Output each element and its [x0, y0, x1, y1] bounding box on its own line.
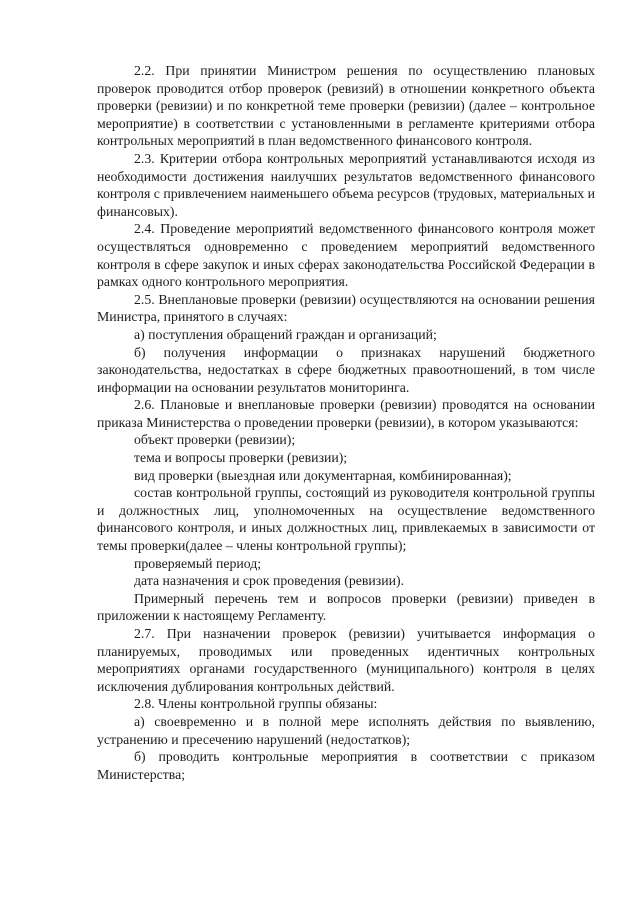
- paragraph-2-5: 2.5. Внеплановые проверки (ревизии) осуществляются на основании решения Министра, принятого в случаях:: [97, 291, 595, 325]
- list-item-2-5-b: б) получения информации о признаках нарушений бюджетного законодательства, недостатках в сфере бюджетных правоотношений, в том числе информации на основании результатов мониторинга.: [97, 344, 595, 395]
- paragraph-2-8: 2.8. Члены контрольной группы обязаны:: [134, 696, 378, 712]
- list-item-2-8-b: б) проводить контрольные мероприятия в соответствии с приказом Министерства;: [97, 749, 595, 782]
- list-item-2-8-a: а) своевременно и в полной мере исполнять действия по выявлению, устранению и пресечению нарушений (недостатков);: [97, 713, 595, 747]
- paragraph-2-6: 2.6. Плановые и внеплановые проверки (ревизии) проводятся на основании приказа Министерства о проведении проверки (ревизии), в котором указываются:: [97, 397, 595, 430]
- list-item-2-6-dates: дата назначения и срок проведения (ревизии).: [134, 573, 405, 589]
- list-item-2-6-object: объект проверки (ревизии);: [134, 432, 296, 448]
- list-item-2-5-a: а) поступления обращений граждан и организаций;: [134, 326, 437, 342]
- paragraph-2-7: 2.7. При назначении проверок (ревизии) учитывается информация о планируемых, проводимых или проведенных идентичных контрольных мероприятиях органами государственного (муниципального) контроля в целях исключения дублирования контрольных действий.: [97, 626, 595, 694]
- list-item-2-6-type: вид проверки (выездная или документарная, комбинированная);: [134, 467, 512, 483]
- list-item-2-6-topic: тема и вопросы проверки (ревизии);: [134, 450, 348, 466]
- paragraph-2-4: 2.4. Проведение мероприятий ведомственного финансового контроля может осуществляться одновременно с проведением мероприятий ведомственного контроля в сфере закупок и иных сферах законодательства Российской Федерации в рамках одного контрольного мероприятия.: [97, 221, 595, 290]
- paragraph-2-3: 2.3. Критерии отбора контрольных мероприятий устанавливаются исходя из необходимости достижения наилучших результатов ведомственного финансового контроля с привлечением наименьшего объема ресурсов (трудовых, материальных и финансовых).: [97, 150, 595, 219]
- paragraph-topics-appendix: Примерный перечень тем и вопросов проверки (ревизии) приведен в приложении к настоящему Регламенту.: [97, 590, 595, 624]
- list-item-2-6-period: проверяемый период;: [134, 555, 262, 571]
- paragraph-2-2: 2.2. При принятии Министром решения по осуществлению плановых проверок проводится отбор проверок (ревизий) в отношении конкретного объекта проверки (ревизии) и по конкретной теме проверки (ревизии) (далее – контрольное мероприятие) в соответствии с установленными в регламенте критериями отбора контрольных мероприятий в план ведомственного финансового контроля.: [97, 63, 595, 149]
- list-item-2-6-group: состав контрольной группы, состоящий из руководителя контрольной группы и должностных лиц, уполномоченных на осуществление ведомственного финансового контроля, и иных должностных лиц, привлекаемых в зависимости от темы проверки(далее – члены контрольной группы);: [97, 485, 595, 554]
- document-body: [97, 62, 595, 783]
